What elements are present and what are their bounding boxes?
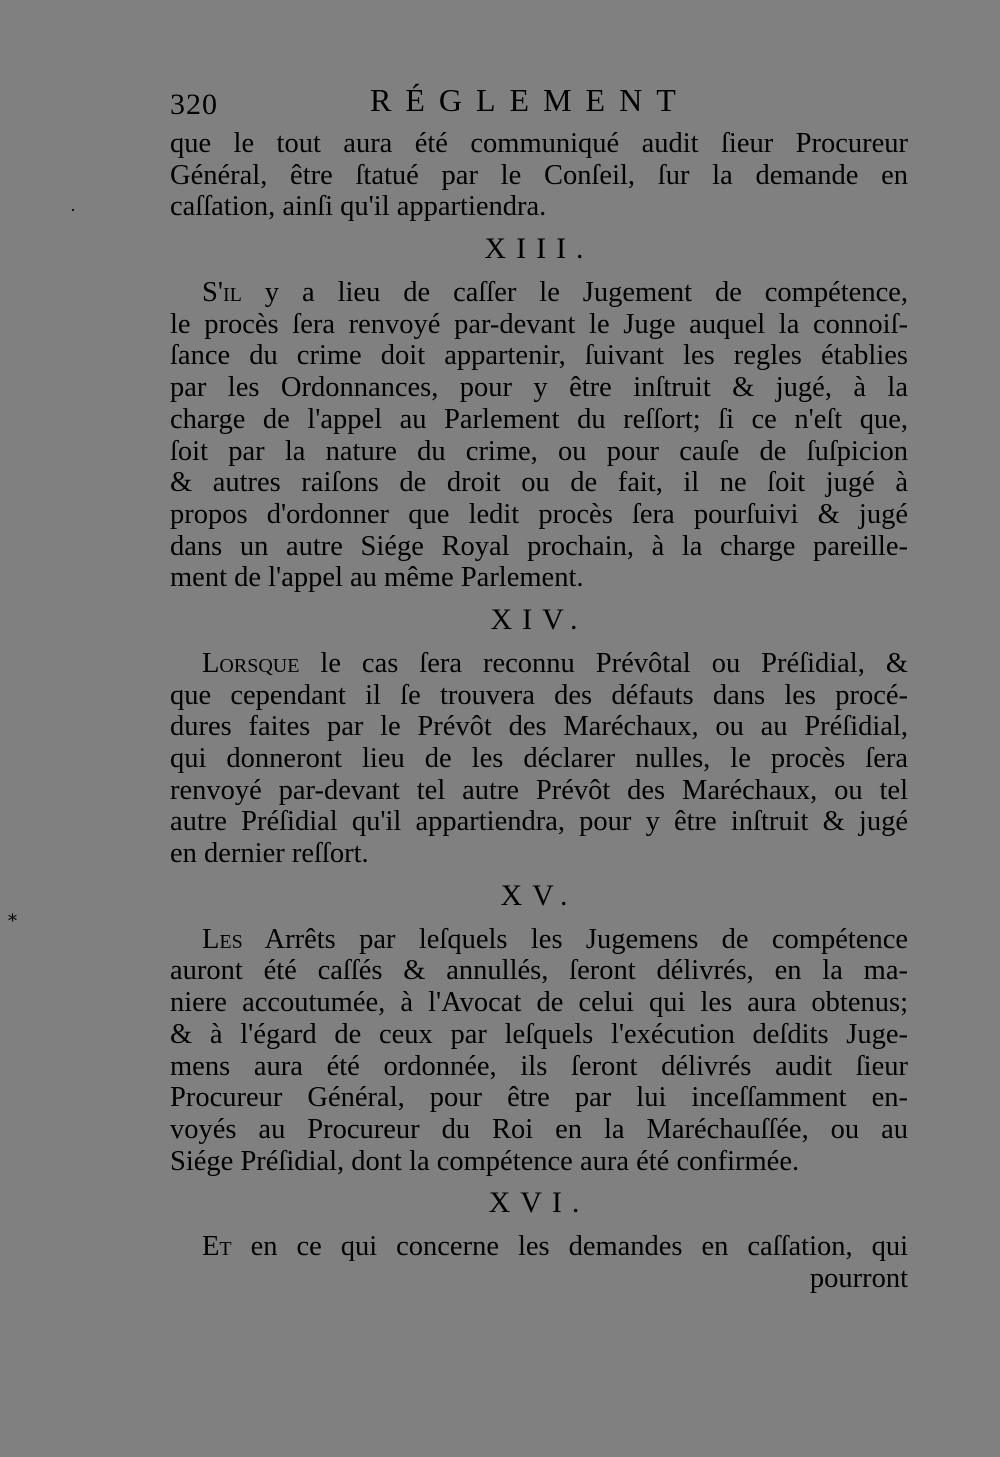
continuation-paragraph (170, 128, 908, 223)
article-xvi (170, 1184, 908, 1294)
text-line: Procureur Général, pour être par lui inceſſamment en- (170, 1082, 908, 1114)
text-line: caſſation, ainſi qu'il appartiendra. (170, 191, 547, 223)
text-line: par les Ordonnances, pour y être inſtruit & jugé, à la (170, 372, 908, 404)
text-line (170, 277, 908, 309)
article-heading: XIV. (490, 602, 588, 636)
text-line-rest: Arrêts par leſquels les Jugemens de compétence (242, 923, 908, 955)
text-line: charge de l'appel au Parlement du reſſort; ſi ce n'eſt que, (170, 403, 908, 435)
article-heading: XIII. (484, 232, 594, 266)
text-line: Général, être ſtatué par le Conſeil, ſur la demande en (170, 159, 908, 191)
text-line: ſance du crime doit appartenir, ſuivant les regles établies (170, 340, 908, 372)
text-line (170, 648, 908, 680)
catchword: pourront (809, 1262, 908, 1294)
article-heading: XVI. (488, 1186, 590, 1220)
text-line: en dernier reſſort. (170, 838, 369, 870)
text-line: qui donneront lieu de les déclarer nulles, le procès ſera (170, 743, 908, 774)
text-line: voyés au Procureur du Roi en la Maréchauſſée, ou au (170, 1113, 908, 1145)
article-xv (170, 877, 908, 1178)
print-speck: ⁎ (8, 905, 17, 925)
text-line: ſoit par la nature du crime, ou pour cauſe de ſuſpicion (170, 435, 908, 467)
text-line: dures faites par le Prévôt des Maréchaux, ou au Préſidial, (170, 711, 908, 743)
article-xiv (170, 601, 908, 870)
text-line: propos d'ordonner que ledit procès ſera pourſuivi & jugé (170, 498, 908, 530)
article-lead-word: Les (202, 923, 243, 955)
text-line-rest: le cas ſera reconnu Prévôtal ou Préſidial, & (299, 647, 908, 679)
text-line-rest: en ce qui concerne les demandes en caſſation, qui (231, 1231, 908, 1263)
text-line: que le tout aura été communiqué audit ſieur Procureur (170, 128, 908, 159)
text-line: dans un autre Siége Royal prochain, à la charge pareille- (170, 530, 908, 562)
running-title: RÉGLEMENT (370, 82, 690, 118)
text-line: que cependant il ſe trouvera des défauts dans les procé- (170, 679, 908, 711)
article-lead-word: Et (202, 1231, 232, 1263)
page-body (170, 128, 908, 1295)
article-xiii (170, 230, 908, 594)
text-line: & à l'égard de ceux par leſquels l'exécution deſdits Juge- (170, 1018, 908, 1050)
text-line: ment de l'appel au même Parlement. (170, 562, 584, 594)
text-line: mens aura été ordonnée, ils ſeront délivrés audit ſieur (170, 1050, 908, 1082)
text-line: autre Préſidial qu'il appartiendra, pour y être inſtruit & jugé (170, 806, 908, 838)
article-lead-word: Lorsque (202, 647, 300, 679)
text-line: le procès ſera renvoyé par-devant le Juge auquel la connoiſ- (170, 308, 908, 340)
text-line: niere accoutumée, à l'Avocat de celui qui les aura obtenus; (170, 987, 908, 1019)
page-header (170, 82, 910, 122)
text-line (170, 1231, 908, 1263)
text-line: Siége Préſidial, dont la compétence aura été confirmée. (170, 1145, 800, 1177)
text-line-rest: y a lieu de caſſer le Jugement de compétence, (241, 277, 908, 309)
text-line (170, 924, 908, 956)
print-speck: · (70, 200, 76, 220)
page-number: 320 (170, 88, 218, 121)
article-heading: XV. (500, 878, 578, 912)
text-line: auront été caſſés & annullés, ſeront délivrés, en la ma- (170, 955, 908, 987)
text-line: & autres raiſons de droit ou de fait, il ne ſoit jugé à (170, 467, 908, 499)
article-lead-word: S'il (202, 277, 242, 309)
text-line: renvoyé par-devant tel autre Prévôt des Maréchaux, ou tel (170, 774, 908, 806)
